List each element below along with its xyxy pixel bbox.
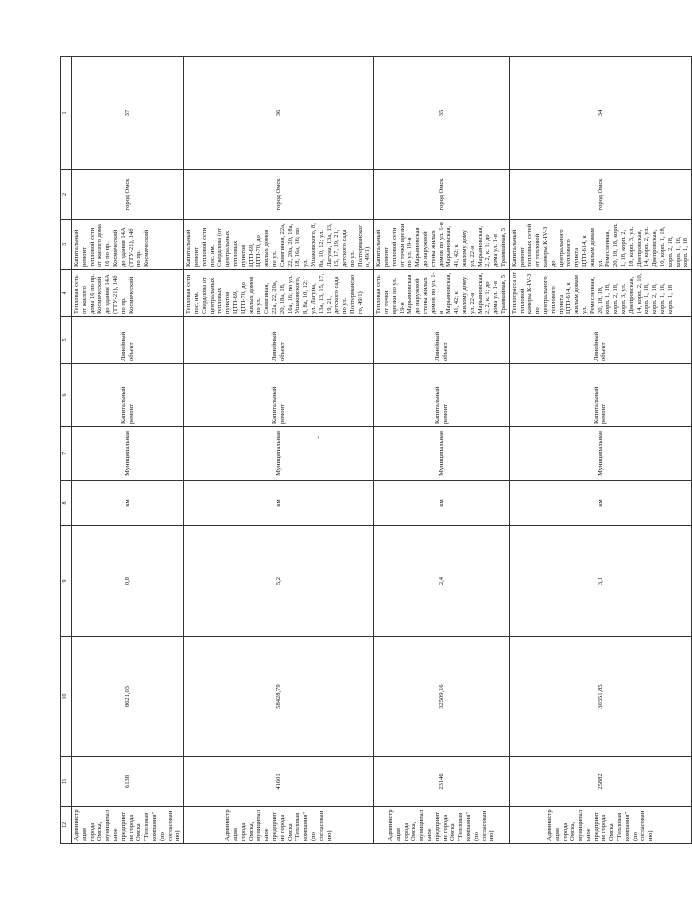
value-11: 6138 — [72, 757, 184, 807]
heat-network-repair-table — [60, 56, 692, 844]
work-type: Капитальный ремонт — [184, 364, 374, 427]
col-num: 3 — [61, 220, 72, 270]
ownership: Муниципальная — [509, 427, 691, 481]
ownership: Муниципальная — [184, 427, 374, 481]
unit: км — [509, 481, 691, 526]
address: Теплотрасса от тепловой камеры К-IV-3 по центрального теплового пункта ЦТП-614, к жилым домам ул. Ремесленная, 20, 18, 18, корп. 1, 18, корп. 2, 18, корп. 3, ул. Днепровская, 14, корп. 2, 10, корп. 1, 18, корп. 2, 18, корп. 1, 16, корп. 1, 18 — [509, 270, 691, 317]
length: 0,8 — [72, 526, 184, 637]
object-type: Линейный объект — [509, 317, 691, 364]
value-11: 23146 — [374, 757, 510, 807]
unit: км — [72, 481, 184, 526]
work-type: Капитальный ремонт — [72, 364, 184, 427]
col-num: 8 — [61, 481, 72, 526]
col-num: 2 — [61, 170, 72, 220]
ownership: Муниципальная — [374, 427, 510, 481]
cost: 8621,03 — [72, 637, 184, 757]
city: город Омск — [184, 170, 374, 220]
address: Тепловая сеть от жилого дома 16 по пр. Космический до здания 14А (ТТУ-21), 14б по пр. Космический — [72, 270, 184, 317]
responsible: Администрация города Омска, муниципальное предприятие города Омска "Тепловая компания" (по согласованию) — [374, 807, 510, 844]
cost: 32509,16 — [374, 637, 510, 757]
city: город Омск — [72, 170, 184, 220]
work-type: Капитальный ремонт — [374, 364, 510, 427]
description: Капитальный ремонт тепловой сети от жилого дома 16 по пр. Космический до здания 14А (ТТУ-21), 14б по пр. Космический — [72, 220, 184, 270]
rotated-page — [60, 57, 690, 844]
column-number-row — [61, 57, 72, 844]
row-number: 37 — [72, 57, 184, 170]
city: город Омск — [509, 170, 691, 220]
address: Тепловая сети пос. им. Свердлова от центральных тепловых пунктов ЦТП-69, ЦТП-70, до жилых домов по ул. Свиягиная, 22а, 22, 20а, 20, 18а, 18, 16а, 16; по ул. Ушаковского, 8, 8а, 10, 12; ул. Лагуна, 13а, 13, 15, 17, 19, 21, детского сада по ул. Полтерманского, 49/1) — [184, 270, 374, 317]
description: Капитальный ремонт тепловых сетей от тепловой камеры К-IV-3 до центрального теплового пункта ЦТП-614, к жилым домам ул. Ремесленная, 20, 18, 18, корп. 1, 18, корп. 2, 18, корп. 3, ул. Днепровская, 14, корп. 2, ул. Днепровская, 10, корп. 1, 18, корп. 2, 18, корп. 1, 16, корп. 1, 18 — [509, 220, 691, 270]
work-type: Капитальный ремонт — [509, 364, 691, 427]
object-type: Линейный объект — [72, 317, 184, 364]
object-type: Линейный объект — [374, 317, 510, 364]
col-num: 9 — [61, 526, 72, 637]
description: Капитальный ремонт тепловой сети от точки врезки по ул. 19-я Марьяновская до наружной стены жилых домов по ул. 1-я Марьяновская, 41, 42; к жилому дому ул. 22-я Марьяновская, 2, 2, к. 1; до дома ул. 1-я Трамвайная, 5 — [374, 220, 510, 270]
col-num: 1 — [61, 57, 72, 170]
responsible: Администрация города Омска, муниципальное предприятие города Омска "Тепловая компания" (по согласованию) — [184, 807, 374, 844]
table-row — [509, 57, 691, 844]
length: 3,1 — [509, 526, 691, 637]
col-num: 6 — [61, 364, 72, 427]
table-row — [184, 57, 374, 844]
col-num: 10 — [61, 637, 72, 757]
col-num: 7 — [61, 427, 72, 481]
table-row — [72, 57, 184, 844]
unit: км — [374, 481, 510, 526]
value-11: 41601 — [184, 757, 374, 807]
length: 5,2 — [184, 526, 374, 637]
description: Капитальный ремонт тепловой сети пос. им. Свердлова (от центральных тепловых пунктов ЦТП-69, ЦТП-70, до жилых домов по ул. Свиягиная, 22а, 22, 20а, 20, 18а, 18, 16а, 16; по ул. Ушаковского, 8, 8а, 10, 12; ул. Лагуна, 13а, 13, 15, 17, 19, 21, детского сада по ул. Полтерманского, 49/1) — [184, 220, 374, 270]
unit: км — [184, 481, 374, 526]
city: город Омск — [374, 170, 510, 220]
col-num: 5 — [61, 317, 72, 364]
responsible: Администрация города Омска, муниципальное предприятие города Омска "Тепловая компания" (по согласованию) — [72, 807, 184, 844]
length: 2,4 — [374, 526, 510, 637]
row-number: 36 — [184, 57, 374, 170]
cost: 30351,85 — [509, 637, 691, 757]
table-row — [374, 57, 510, 844]
cost: 58428,79 — [184, 637, 374, 757]
col-num: 12 — [61, 807, 72, 844]
responsible: Администрация города Омска, муниципальное предприятие города Омска "Тепловая компания" (по согласованию) — [509, 807, 691, 844]
object-type: Линейный объект — [184, 317, 374, 364]
row-number: 34 — [509, 57, 691, 170]
page-mark: ʼ — [317, 435, 320, 444]
address: Тепловая сеть от точки врезки по ул. 19-я Марьяновская до наружной стены жилых домов по ул. 1-я Марьяновская, 41, 42; к жилому дому ул. 22-я Марьяновская, 2, 2, к. 1; до дома ул. 1-я Трамвайная, 5 — [374, 270, 510, 317]
col-num: 4 — [61, 270, 72, 317]
row-number: 35 — [374, 57, 510, 170]
value-11: 25882 — [509, 757, 691, 807]
col-num: 11 — [61, 757, 72, 807]
ownership: Муниципальная — [72, 427, 184, 481]
